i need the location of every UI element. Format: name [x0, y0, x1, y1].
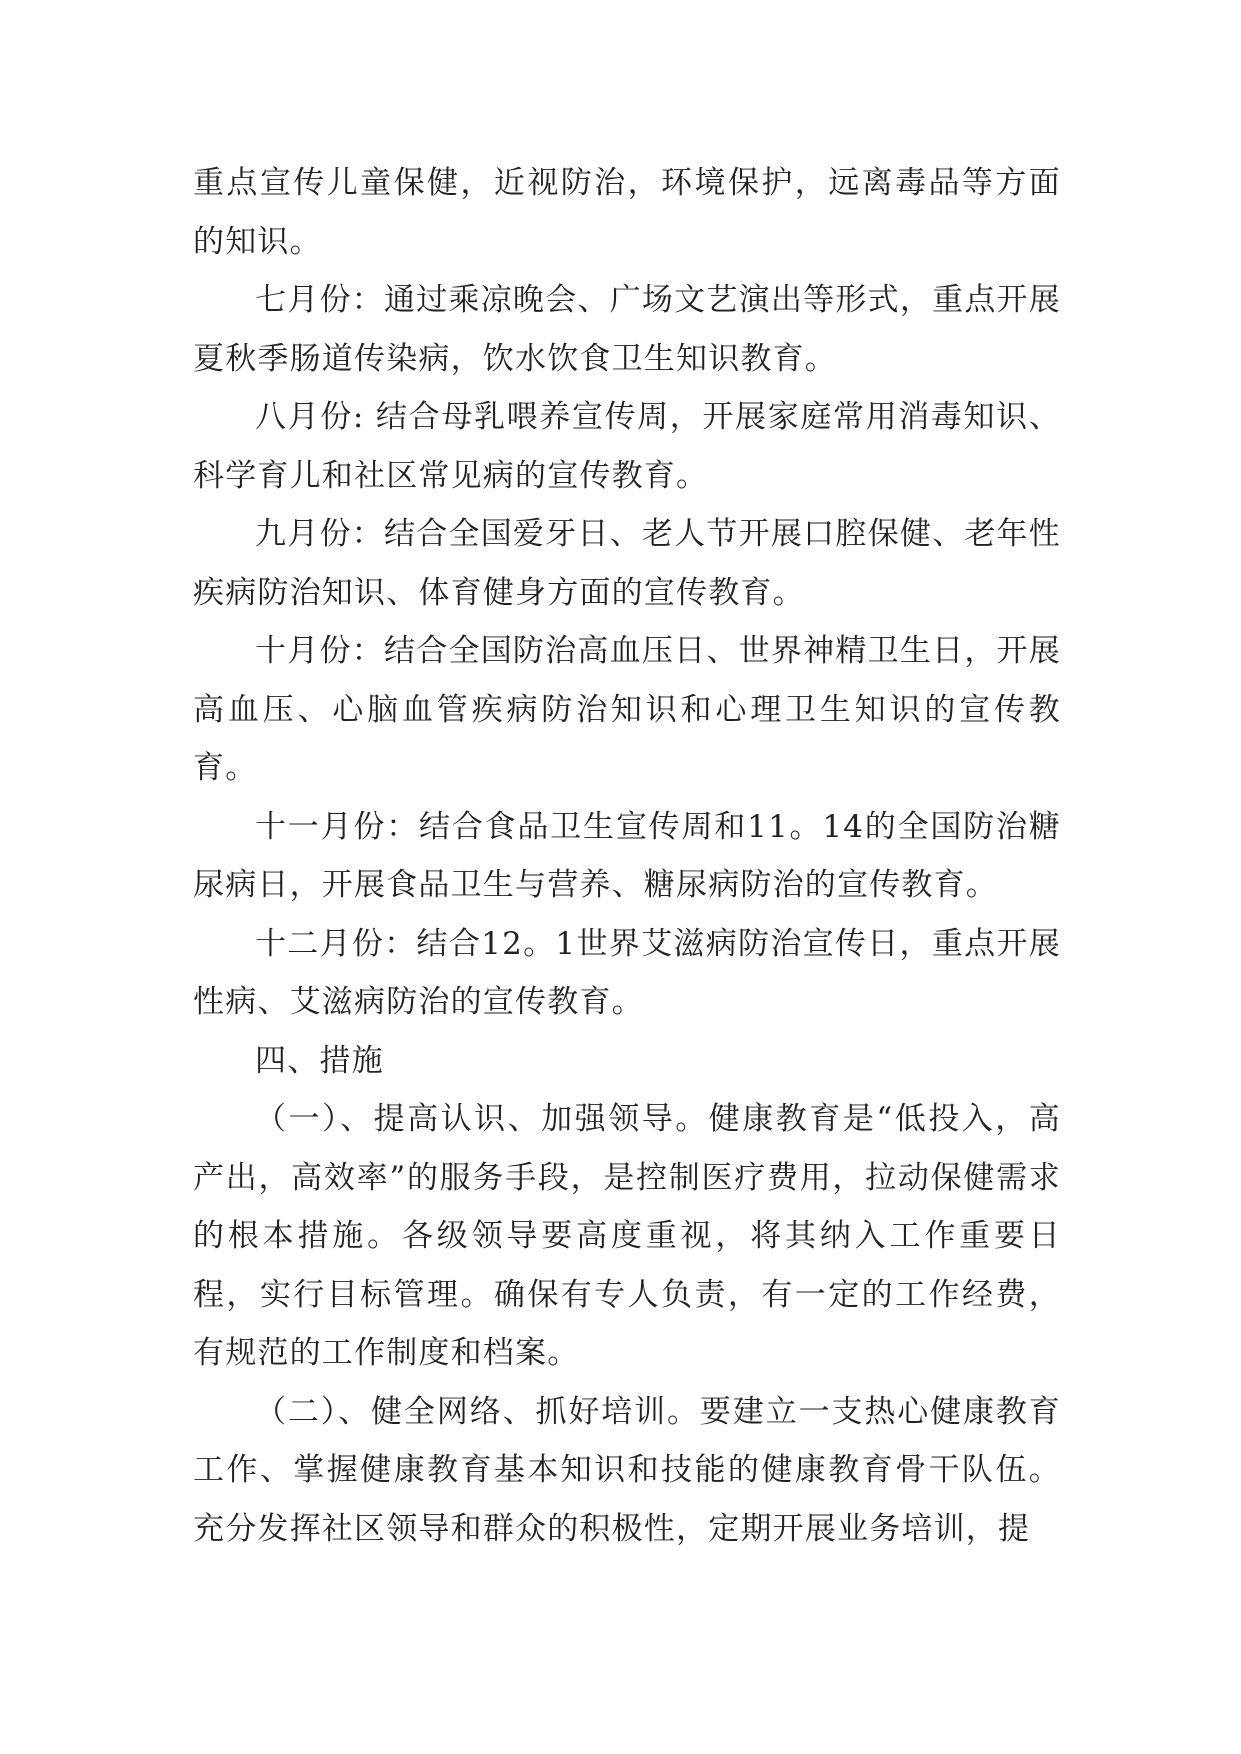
document-body — [193, 154, 1061, 1558]
paragraph-july: 七月份：通过乘凉晚会、广场文艺演出等形式，重点开展夏秋季肠道传染病，饮水饮食卫生知识教育。 — [193, 282, 1061, 377]
paragraph-december: 十二月份：结合12。1世界艾滋病防治宣传日，重点开展性病、艾滋病防治的宣传教育。 — [193, 925, 1061, 1020]
paragraph-october: 十月份：结合全国防治高血压日、世界神精卫生日，开展高血压、心脑血管疾病防治知识和心理卫生知识的宣传教育。 — [193, 633, 1061, 786]
paragraph-children-health: 重点宣传儿童保健，近视防治，环境保护，远离毒品等方面的知识。 — [193, 165, 1061, 260]
paragraph-august: 八月份: 结合母乳喂养宣传周，开展家庭常用消毒知识、科学育儿和社区常见病的宣传教育。 — [193, 399, 1061, 494]
paragraph-measure-two: （二）、健全网络、抓好培训。要建立一支热心健康教育工作、掌握健康教育基本知识和技能的健康教育骨干队伍。充分发挥社区领导和群众的积极性，定期开展业务培训，提 — [193, 1393, 1061, 1547]
paragraph-measure-one: （一）、提高认识、加强领导。健康教育是“低投入，高产出，高效率”的服务手段，是控制医疗费用，拉动保健需求的根本措施。各级领导要高度重视，将其纳入工作重要日程，实行目标管理。确保有专人负责，有一定的工作经费，有规范的工作制度和档案。 — [193, 1101, 1061, 1371]
section-heading-measures: 四、措施 — [255, 1042, 384, 1079]
paragraph-november: 十一月份：结合食品卫生宣传周和11。14的全国防治糖尿病日，开展食品卫生与营养、糖尿病防治的宣传教育。 — [193, 808, 1061, 903]
paragraph-september: 九月份：结合全国爱牙日、老人节开展口腔保健、老年性疾病防治知识、体育健身方面的宣传教育。 — [193, 516, 1061, 611]
